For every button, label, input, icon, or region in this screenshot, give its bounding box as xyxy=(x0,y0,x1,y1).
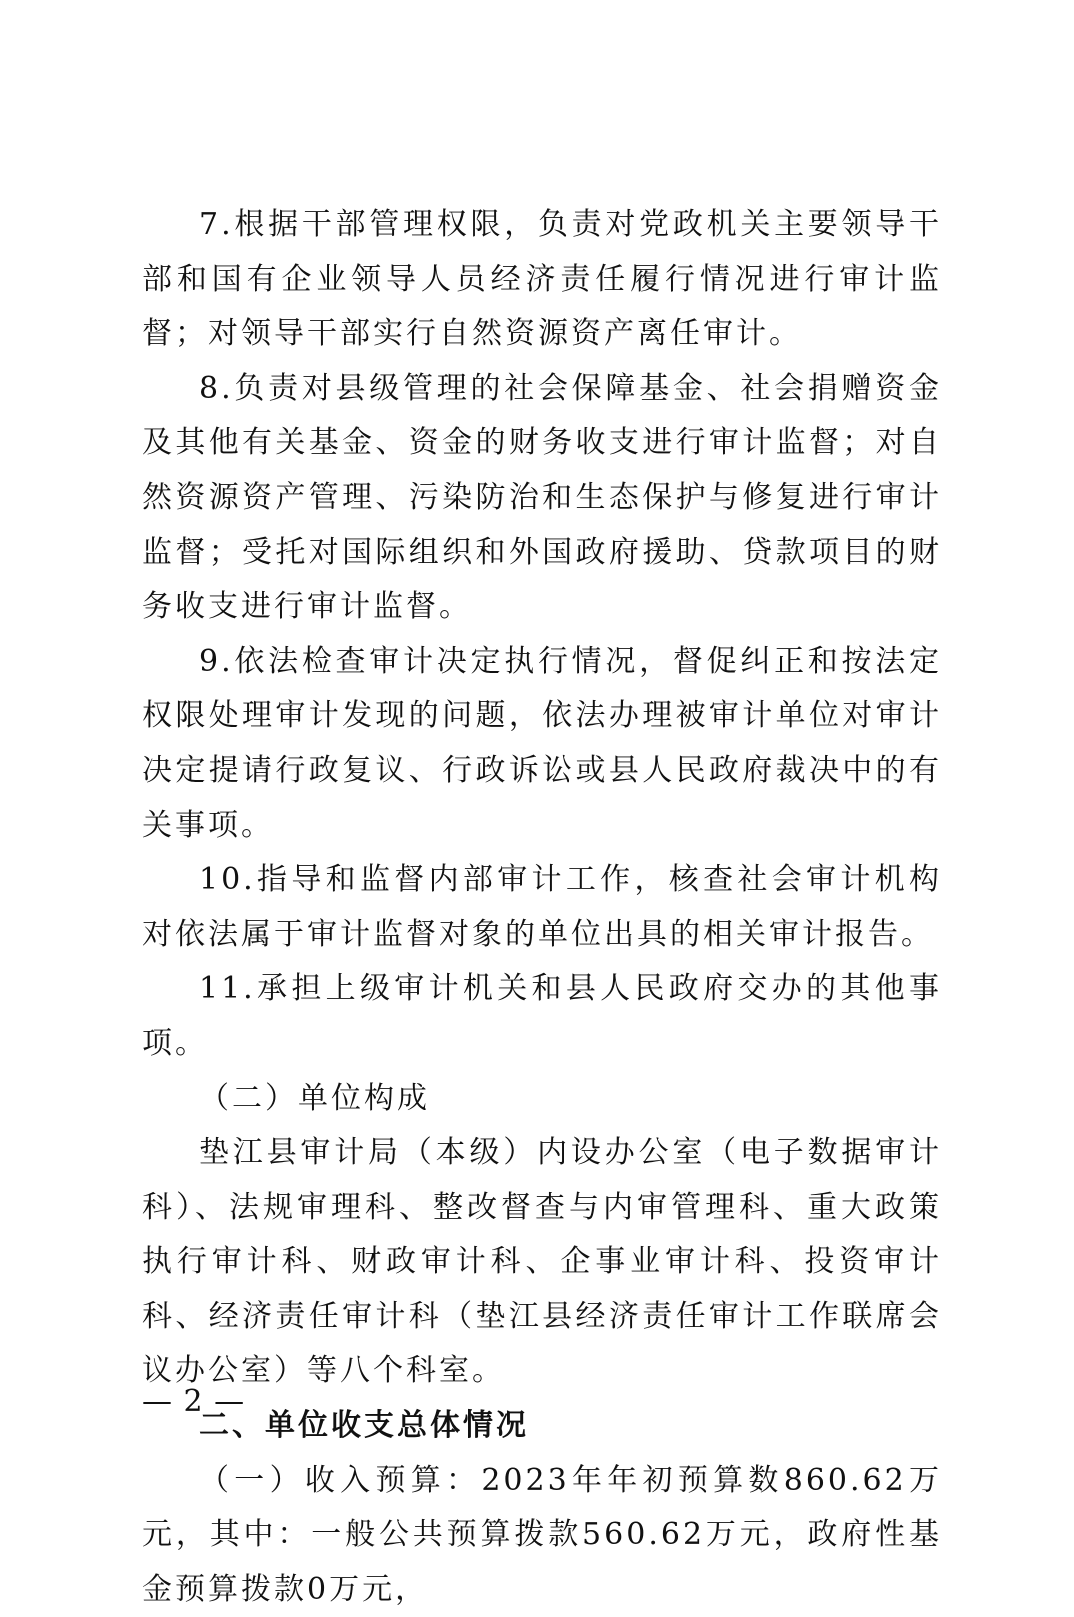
paragraph-duty-11: 11.承担上级审计机关和县人民政府交办的其他事项。 xyxy=(142,971,942,1061)
section-heading-income-expenditure: 二、单位收支总体情况 xyxy=(199,1408,529,1444)
paragraph-duty-9: 9.依法检查审计决定执行情况，督促纠正和按法定权限处理审计发现的问题，依法办理被审计单位对审计决定提请行政复议、行政诉讼或县人民政府裁决中的有关事项。 xyxy=(142,643,942,843)
document-body xyxy=(142,198,942,1617)
paragraph-duty-8: 8.负责对县级管理的社会保障基金、社会捐赠资金及其他有关基金、资金的财务收支进行审计监督；对自然资源资产管理、污染防治和生态保护与修复进行审计监督；受托对国际组织和外国政府援助、贷款项目的财务收支进行审计监督。 xyxy=(142,370,942,625)
paragraph-duty-10: 10.指导和监督内部审计工作，核查社会审计机构对依法属于审计监督对象的单位出具的相关审计报告。 xyxy=(142,862,942,952)
paragraph-duty-7: 7.根据干部管理权限，负责对党政机关主要领导干部和国有企业领导人员经济责任履行情况进行审计监督；对领导干部实行自然资源资产离任审计。 xyxy=(142,207,942,352)
paragraph-unit-composition: 垫江县审计局（本级）内设办公室（电子数据审计科）、法规审理科、整改督查与内审管理科、重大政策执行审计科、财政审计科、企事业审计科、投资审计科、经济责任审计科（垫江县经济责任审计工作联席会议办公室）等八个科室。 xyxy=(142,1135,942,1389)
paragraph-income-budget: （一）收入预算：2023年年初预算数860.62万元，其中：一般公共预算拨款560.62万元，政府性基金预算拨款0万元， xyxy=(142,1462,942,1607)
page-number: — 2 — xyxy=(142,1384,246,1419)
section-heading-unit-composition: （二）单位构成 xyxy=(199,1080,430,1116)
